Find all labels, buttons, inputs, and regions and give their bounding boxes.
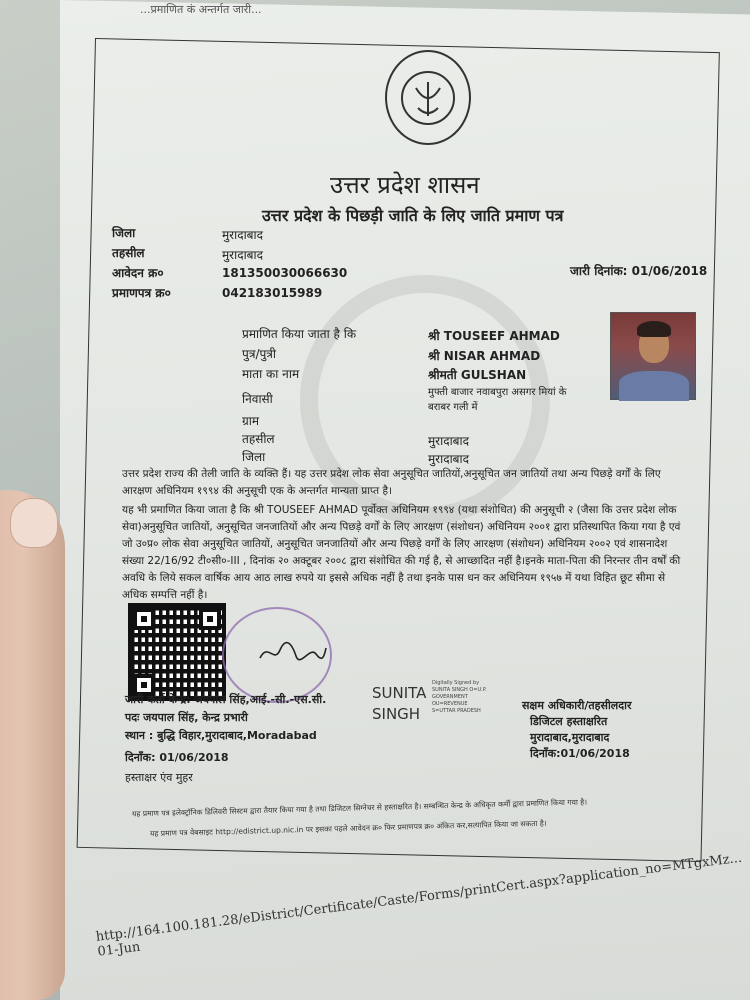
certified-value: श्री TOUSEEF AHMAD [428, 329, 560, 343]
up-emblem-icon [385, 50, 471, 145]
son-label: पुत्र/पुत्री [242, 347, 277, 361]
authority-title: सक्षम अधिकारी/तहसीलदार [522, 699, 632, 712]
authority-date: दिनाँक:01/06/2018 [530, 747, 630, 760]
footer-note-2: यह प्रमाण पत्र वेबसाइट http://edistrict.up.nic.in पर इसका पहले आवेदन क्र० फिर प्रमाणपत्र क्र० अंकित कर,सत्यापित किया जा सकता है। [149, 818, 547, 839]
qr-code-icon [128, 603, 226, 701]
certificate-label: प्रमाणपत्र क्र० [112, 286, 171, 300]
issue-date-label: जारी दिनांक: [570, 264, 628, 278]
detail-tehsil-label: तहसील [242, 432, 275, 446]
authority-digital: डिजिटल हस्ताक्षरित [530, 715, 608, 728]
village-label: ग्राम [242, 414, 260, 428]
digital-sign-details [432, 680, 502, 715]
certified-label: प्रमाणित किया जाता है कि [242, 327, 357, 341]
detail-district-value: मुरादाबाद [428, 452, 470, 466]
district-value: मुरादाबाद [222, 228, 264, 242]
issuer-sign-seal: हस्ताक्षर एंव मुहर [125, 771, 193, 784]
application-value: 181350030066630 [222, 266, 348, 280]
mother-value: श्रीमती GULSHAN [428, 368, 527, 382]
certificate-value: 042183015989 [222, 286, 323, 300]
issuer-post: पदः जयपाल सिंह, केन्द्र प्रभारी [125, 711, 248, 724]
district-label: जिला [112, 226, 136, 240]
print-url: http://164.100.181.28/eDistrict/Certificate/Caste/Forms/printCert.aspx?application_no=MTgxMz... 01-Jun [95, 850, 743, 960]
son-value: श्री NISAR AHMAD [428, 349, 541, 363]
issue-date-value: 01/06/2018 [631, 264, 708, 278]
tehsil-label: तहसील [112, 246, 145, 260]
issuer-date: दिनाँक: 01/06/2018 [125, 751, 229, 764]
resident-value-2: बराबर गली में [428, 402, 478, 413]
certification-paragraph: यह भी प्रमाणित किया जाता है कि श्री TOUSEEF AHMAD पूर्वोक्त अधिनियम १९९४ (यथा संशोधित) की अनुसूची २ (जैसा कि उत्तर प्रदेश लोक सेवा)अनुसूचित जातियों, अनुसूचित जनजातियों और अन्य पिछड़े वर्गों के लिए आरक्षण (संशोधन) अधिनियम २००१ द्वारा प्रतिस्थापित किया गया है एवं जो उ०प्र० लोक सेवा अनुसूचित जातियों, अनुसूचित जनजातियों और अन्य पिछड़े वर्गों के लिए आरक्षण (संशोधन) अधिनियम २००२ एवं शासनादेश संख्या 22/16/92 टी०सी०-III , दिनांक २० अक्टूबर २००८ द्वारा संशोधित की गई है, से आच्छादित नहीं है।इनके माता-पिता की निरन्तर तीन वर्षों की अवधि के लिये सकल वार्षिक आय आठ लाख रुपये या इससे अधिक नहीं है तथा इनके पास धन कर अधिनियम १९५७ में यथा विहित छूट सीमा से अधिक सम्पत्ति नहीं है। [122, 504, 681, 601]
authority-place: मुरादाबाद,मुरादाबाद [530, 731, 610, 744]
caste-paragraph: उत्तर प्रदेश राज्य की तेली जाति के व्यक्ति हैं। यह उत्तर प्रदेश लोक सेवा अनुसूचित जातियों,अनुसूचित जन जातियों तथा अन्य पिछड़े वर्गों के लिए आरक्षण अधिनियम १९९४ की अनुसूची एक के अन्तर्गत मान्यता प्राप्त है। [122, 468, 661, 497]
digital-sign-detail-4: OU=REVENUE [432, 701, 468, 707]
digital-sign-detail-3: GOVERNMENT [432, 694, 468, 700]
detail-district-label: जिला [242, 450, 266, 464]
tehsil-value: मुरादाबाद [222, 248, 264, 262]
page-subtitle: उत्तर प्रदेश के पिछड़ी जाति के लिए जाति प्रमाण पत्र [262, 206, 564, 225]
application-label: आवेदन क्र० [112, 266, 164, 280]
digital-sign-detail-2: SUNITA SINGH O=U.P. [432, 687, 487, 693]
qr-finder-top-left [133, 608, 155, 630]
page-title: उत्तर प्रदेश शासन [330, 171, 480, 199]
digital-sign-name-1: SUNITA [372, 684, 427, 702]
applicant-photo [610, 312, 696, 400]
footer-note-1: यह प्रमाण पत्र इलेक्ट्रॉनिक डिलिवरी सिस्टम द्वारा तैयार किया गया है तथा डिजिटल सिग्नेचर से हस्ताक्षरित है। सम्बन्धित केन्द्र के अधिकृत कर्मी द्वारा प्रमाणित किया गया है। [131, 797, 588, 819]
mother-label: माता का नाम [242, 367, 300, 381]
issuer-place: स्थान : बुद्धि विहार,मुरादाबाद,Moradabad [125, 729, 317, 742]
resident-label: निवासी [242, 392, 273, 406]
photo-shirt [619, 371, 689, 401]
digital-sign-detail-1: Digitally Signed by [432, 680, 480, 686]
thumb [0, 490, 65, 1000]
issuer-centre: जारी कर्ता केन्द्र: जयपाल सिंह,आई.-सी.-एस.सी. [125, 693, 327, 706]
thumbnail-nail [10, 498, 58, 548]
issue-date [570, 262, 707, 279]
top-clip-text: ...प्रमाणित कं अन्तर्गत जारी... [140, 3, 262, 16]
digital-sign-detail-5: S=UTTAR PRADESH [432, 708, 481, 714]
qr-finder-top-right [199, 608, 221, 630]
photo-hair [637, 321, 671, 337]
resident-value-1: मुफ्ती बाजार नवाबपुरा असगर मियां के [428, 387, 567, 398]
digital-sign-name-2: SINGH [372, 705, 421, 723]
detail-tehsil-value: मुरादाबाद [428, 434, 470, 448]
handwritten-signature [258, 640, 328, 666]
